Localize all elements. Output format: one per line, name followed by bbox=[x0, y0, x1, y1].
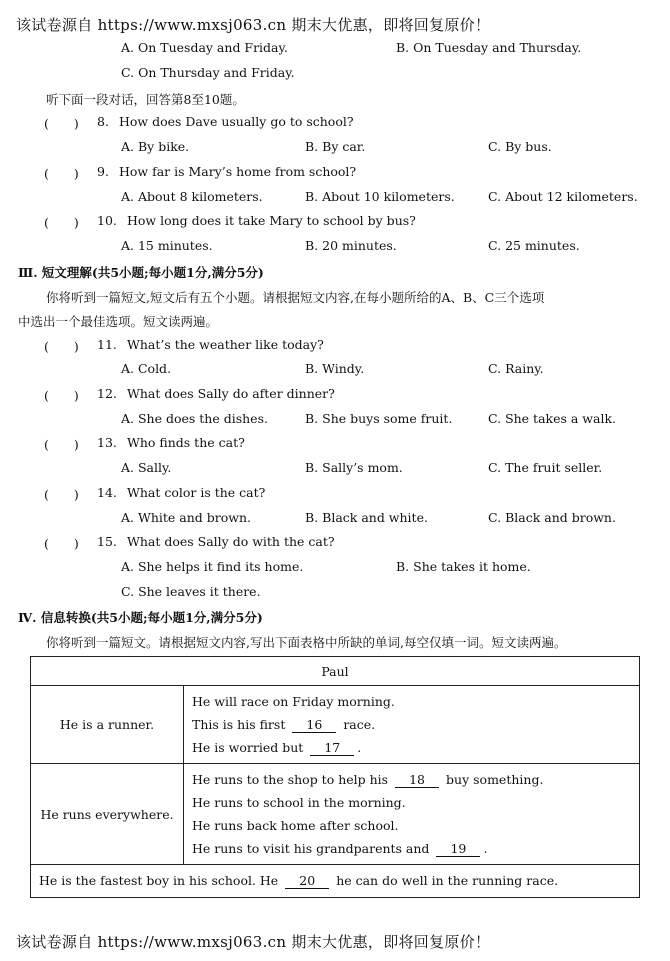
q12-number: 12. bbox=[97, 386, 117, 401]
row2-line-1-post: buy something. bbox=[446, 772, 544, 787]
q8-number: 8. bbox=[97, 114, 109, 129]
section4-instruction: 你将听到一篇短文。请根据短文内容,写出下面表格中所缺的单词,每空仅填一词。短文读两遍。 bbox=[46, 635, 567, 650]
row2-left-cell: He runs everywhere. bbox=[31, 764, 184, 865]
blank-16[interactable]: 16 bbox=[292, 718, 336, 733]
blank-18[interactable]: 18 bbox=[395, 773, 439, 788]
q13-option-a: A. Sally. bbox=[121, 460, 172, 475]
q13-option-c: C. The fruit seller. bbox=[488, 460, 603, 475]
q13-number: 13. bbox=[97, 435, 117, 450]
info-table bbox=[30, 656, 640, 898]
q14-option-b: B. Black and white. bbox=[305, 510, 428, 525]
answer-paren: ( ) bbox=[44, 116, 79, 131]
row1-line-1: He will race on Friday morning. bbox=[192, 694, 395, 709]
section4-title: Ⅳ. 信息转换(共5小题;每小题1分,满分5分) bbox=[18, 610, 263, 625]
row1-left-cell: He is a runner. bbox=[31, 686, 184, 764]
blank-20[interactable]: 20 bbox=[285, 874, 329, 889]
row2-line-4-pre: He runs to visit his grandparents and bbox=[192, 841, 430, 856]
row2-line-4-post: . bbox=[483, 841, 488, 856]
row2-line-3: He runs back home after school. bbox=[192, 818, 399, 833]
section3-instruction-1: 你将听到一篇短文,短文后有五个小题。请根据短文内容,在每小题所给的A、B、C三个选项 bbox=[46, 290, 545, 305]
q10-option-a: A. 15 minutes. bbox=[121, 238, 213, 253]
row1-line-2-pre: This is his first bbox=[192, 717, 286, 732]
q14-text: What color is the cat? bbox=[127, 485, 266, 500]
q9-option-b: B. About 10 kilometers. bbox=[305, 189, 455, 204]
answer-paren: ( ) bbox=[44, 388, 79, 403]
q9-option-c: C. About 12 kilometers. bbox=[488, 189, 638, 204]
q13-option-b: B. Sally’s mom. bbox=[305, 460, 403, 475]
q11-option-c: C. Rainy. bbox=[488, 361, 544, 376]
q11-number: 11. bbox=[97, 337, 117, 352]
section3-instruction-2: 中选出一个最佳选项。短文读两遍。 bbox=[18, 314, 219, 329]
row1-line-3-post: . bbox=[357, 740, 362, 755]
q10-option-c: C. 25 minutes. bbox=[488, 238, 580, 253]
blank-19[interactable]: 19 bbox=[436, 842, 480, 857]
q8-option-c: C. By bus. bbox=[488, 139, 552, 154]
q14-number: 14. bbox=[97, 485, 117, 500]
row1-line-2-post: race. bbox=[343, 717, 376, 732]
q15-option-b: B. She takes it home. bbox=[396, 559, 531, 574]
row2-line-4 bbox=[192, 837, 631, 860]
answer-paren: ( ) bbox=[44, 215, 79, 230]
q12-option-a: A. She does the dishes. bbox=[121, 411, 268, 426]
q8-option-b: B. By car. bbox=[305, 139, 366, 154]
footer-pre: He is the fastest boy in his school. He bbox=[39, 873, 279, 888]
q10-text: How long does it take Mary to school by bus? bbox=[127, 213, 416, 228]
q12-option-c: C. She takes a walk. bbox=[488, 411, 617, 426]
q11-text: What’s the weather like today? bbox=[127, 337, 324, 352]
row1-line-3 bbox=[192, 736, 631, 759]
q7-option-a: A. On Tuesday and Friday. bbox=[121, 40, 288, 55]
row1-line-3-pre: He is worried but bbox=[192, 740, 304, 755]
answer-paren: ( ) bbox=[44, 339, 79, 354]
answer-paren: ( ) bbox=[44, 166, 79, 181]
q9-text: How far is Mary’s home from school? bbox=[119, 164, 357, 179]
dialogue-instruction: 听下面一段对话，回答第8至10题。 bbox=[46, 92, 245, 107]
q14-option-c: C. Black and brown. bbox=[488, 510, 616, 525]
q15-number: 15. bbox=[97, 534, 117, 549]
section3-title: Ⅲ. 短文理解(共5小题;每小题1分,满分5分) bbox=[18, 265, 264, 280]
q15-text: What does Sally do with the cat? bbox=[127, 534, 335, 549]
row1-line-2 bbox=[192, 713, 631, 736]
q11-option-a: A. Cold. bbox=[121, 361, 172, 376]
q12-text: What does Sally do after dinner? bbox=[127, 386, 335, 401]
q15-option-c: C. She leaves it there. bbox=[121, 584, 261, 599]
row2-line-2: He runs to school in the morning. bbox=[192, 795, 406, 810]
q13-text: Who finds the cat? bbox=[127, 435, 245, 450]
q9-option-a: A. About 8 kilometers. bbox=[121, 189, 263, 204]
row2-line-1 bbox=[192, 768, 631, 791]
row1-right-cell bbox=[184, 686, 640, 764]
q11-option-b: B. Windy. bbox=[305, 361, 365, 376]
answer-paren: ( ) bbox=[44, 437, 79, 452]
watermark-bottom: 该试卷源自 https://www.mxsj063.cn 期末大优惠，即将回复原价！ bbox=[16, 933, 491, 951]
watermark-top: 该试卷源自 https://www.mxsj063.cn 期末大优惠，即将回复原价！ bbox=[16, 16, 491, 34]
answer-paren: ( ) bbox=[44, 536, 79, 551]
row2-right-cell bbox=[184, 764, 640, 865]
q7-option-b: B. On Tuesday and Thursday. bbox=[396, 40, 582, 55]
q8-option-a: A. By bike. bbox=[121, 139, 190, 154]
answer-paren: ( ) bbox=[44, 487, 79, 502]
footer-post: he can do well in the running race. bbox=[336, 873, 559, 888]
q10-option-b: B. 20 minutes. bbox=[305, 238, 397, 253]
q10-number: 10. bbox=[97, 213, 117, 228]
row2-line-1-pre: He runs to the shop to help his bbox=[192, 772, 389, 787]
q12-option-b: B. She buys some fruit. bbox=[305, 411, 453, 426]
q15-option-a: A. She helps it find its home. bbox=[121, 559, 304, 574]
table-header: Paul bbox=[31, 657, 640, 686]
q8-text: How does Dave usually go to school? bbox=[119, 114, 354, 129]
table-footer-row bbox=[31, 865, 640, 898]
q14-option-a: A. White and brown. bbox=[121, 510, 251, 525]
blank-17[interactable]: 17 bbox=[310, 741, 354, 756]
q9-number: 9. bbox=[97, 164, 109, 179]
q7-option-c: C. On Thursday and Friday. bbox=[121, 65, 295, 80]
